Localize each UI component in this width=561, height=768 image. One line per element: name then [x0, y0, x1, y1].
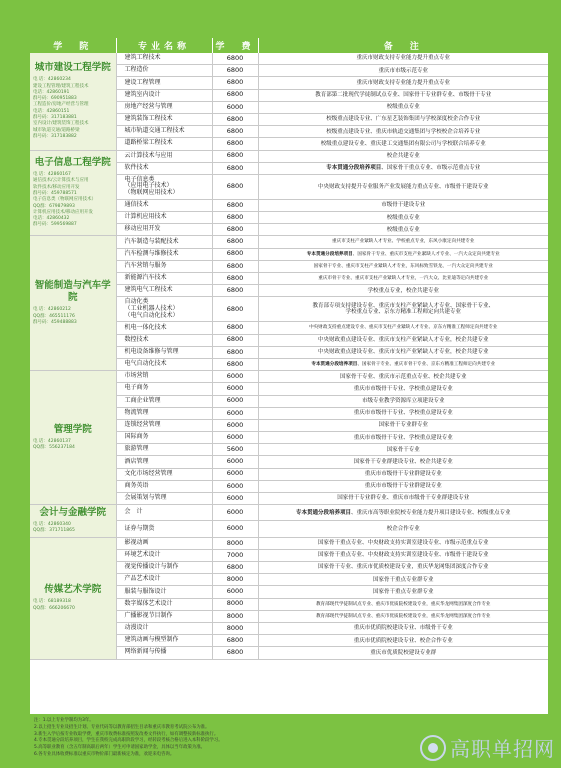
tuition-fee: 6000 — [212, 468, 258, 480]
college-cell — [30, 236, 116, 371]
tuition-fee: 6800 — [212, 77, 258, 89]
major-name: 云计算技术与应用 — [116, 150, 212, 162]
major-name: 房地产经营与管理 — [116, 101, 212, 113]
remarks-highlight: 专本贯通分段培养项目 — [326, 165, 382, 172]
remarks: 教育部现代学徒制试点专业、重庆市优质院校建设专业，重庆华龙网集团深度合作专业 — [258, 610, 548, 622]
tuition-fee: 8000 — [212, 574, 258, 586]
college-contact-line: QQ群：666206670 — [33, 605, 75, 611]
remarks: 校级重点专业 — [258, 101, 548, 113]
major-name: 建筑工程技术 — [116, 53, 212, 65]
major-name: 工程造价 — [116, 65, 212, 77]
college-contact-line: 群号码：459488883 — [33, 319, 77, 325]
footnote-line: 5.高等职业教育（含五年制高职后两年）学生可申请国家助学金，具体以当年政策为准。 — [34, 745, 206, 751]
major-name: 广播影视节目制作 — [116, 610, 212, 622]
footnote-line: 6.各专业具体收费标准以重庆市物价部门最新核定为准，欢迎来电咨询。 — [34, 752, 175, 758]
remarks: 中央财政重点建设专业、重庆市支柱产业紧缺人才专业，校企共建专业 — [258, 346, 548, 358]
remarks: 重庆市市级示范专业 — [258, 65, 548, 77]
tuition-fee: 6800 — [212, 322, 258, 334]
major-name: 环境艺术设计 — [116, 549, 212, 561]
college-contact-line: 电 话：68189318 — [33, 599, 71, 605]
tuition-fee: 6000 — [212, 432, 258, 444]
remarks: 教育部第二批现代学徒制试点专业、国家骨干专业群专业、市级骨干专业 — [258, 89, 548, 101]
college-contact-line: 电话：42860151 — [33, 108, 70, 114]
tuition-fee: 6000 — [212, 407, 258, 419]
college-cell — [30, 537, 116, 659]
footnote-line: 4.专本贯通分段培养项目，学生在我校完成高职阶段学习，经转段考核合格后进入本科阶段学习。 — [34, 738, 223, 744]
college-contact-line: 城市轨道交通/道路桥梁 — [33, 127, 80, 133]
tuition-fee: 7000 — [212, 549, 258, 561]
tuition-fee: 6800 — [212, 562, 258, 574]
remarks: 重庆市骨干专业、重庆市支柱产业紧缺人才专业，一汽大众、比亚迪等定向共建专业 — [258, 273, 548, 285]
major-name: 机电设备维修与管理 — [116, 346, 212, 358]
tuition-fee: 8000 — [212, 598, 258, 610]
table-row — [30, 371, 548, 383]
college-contact — [33, 522, 113, 535]
major-name: 物流管理 — [116, 407, 212, 419]
major-name: 国际商务 — [116, 432, 212, 444]
tuition-fee: 6800 — [212, 224, 258, 236]
major-name: 酒店管理 — [116, 456, 212, 468]
tuition-fee: 6000 — [212, 456, 258, 468]
major-name: 影视动画 — [116, 537, 212, 549]
remarks: 重庆市优质院校建设专业、校企合作专业 — [258, 635, 548, 647]
college-cell — [30, 150, 116, 236]
college-contact-line: 电 话：42860212 — [33, 307, 71, 313]
major-name: 数控技术 — [116, 334, 212, 346]
tuition-fee: 6800 — [212, 334, 258, 346]
tuition-fee: 6800 — [212, 346, 258, 358]
header-college: 学 院 — [30, 38, 116, 53]
college-contact-line: QQ群：556237184 — [33, 445, 75, 451]
remarks: 教育部现代学徒制试点专业、重庆市优质院校建设专业，重庆华龙网集团深度合作专业 — [258, 598, 548, 610]
remarks: 重庆市优质院校建设专业群 — [258, 647, 548, 659]
tuition-fee: 6800 — [212, 297, 258, 322]
remarks: 国家骨干重点专业群专业 — [258, 586, 548, 598]
major-name: 电气自动化技术 — [116, 358, 212, 370]
watermark — [420, 733, 555, 762]
tuition-fee: 6000 — [212, 521, 258, 537]
college-contact — [33, 172, 113, 229]
remarks: 重庆市市级骨干专业群建设专业 — [258, 468, 548, 480]
college-contact-line: 电 话：42860167 — [33, 172, 71, 178]
table-row — [30, 150, 548, 162]
remarks: 国家骨干重点专业、中央财政支持实训室建设专业、市级示范重点专业 — [258, 537, 548, 549]
tuition-table-sheet — [30, 38, 548, 714]
tuition-fee: 6800 — [212, 53, 258, 65]
college-name: 管理学院 — [53, 423, 92, 435]
tuition-fee: 6800 — [212, 358, 258, 370]
footnote-line: 3.新生入学后按专业收取学费，重庆市收费标准按照发改委文件执行，如有调整按新标准执行。 — [34, 731, 219, 737]
major-name: 视觉传播设计与制作 — [116, 562, 212, 574]
tuition-fee: 6000 — [212, 505, 258, 521]
tuition-fee: 6000 — [212, 586, 258, 598]
remarks: 重庆市市级骨干专业、学校重点建设专业 — [258, 432, 548, 444]
tuition-fee: 6800 — [212, 248, 258, 260]
tuition-fee: 6800 — [212, 89, 258, 101]
remarks: 中央财政重点建设专业、重庆市支柱产业紧缺人才专业，校企共建专业 — [258, 334, 548, 346]
remarks: 教育部专项支持建设专业、重庆市支柱产业紧缺人才专业、国家骨干专业、 学校重点专业、京东方精准工程师定向共建专业 — [258, 297, 548, 322]
college-contact-line: 软件技术/移动应用开发 — [33, 184, 80, 190]
table-row — [30, 505, 548, 521]
remarks: 中央财政支持重点建设专业、重庆市支柱产业紧缺人才专业、京东方精准工程师定向共建专业 — [258, 322, 548, 334]
major-name: 机电一体化技术 — [116, 322, 212, 334]
tuition-fee: 5600 — [212, 444, 258, 456]
remarks: 国家骨干专业群专业 — [258, 419, 548, 431]
header-remarks: 备 注 — [258, 38, 548, 53]
major-name: 建设工程管理 — [116, 77, 212, 89]
college-contact-line: 建设工程管理/建筑工程技术 — [33, 83, 89, 89]
college-contact-line: 群号码：317183882 — [33, 133, 77, 139]
major-name: 网络新闻与传播 — [116, 647, 212, 659]
college-contact-line: QQ群：371711865 — [33, 528, 75, 534]
tuition-table — [30, 38, 548, 660]
major-name: 新能源汽车技术 — [116, 273, 212, 285]
remarks: 专本贯通分段培养项目、国家骨干专业、重庆市骨干专业、京东方精准工程师定向共建专业 — [258, 358, 548, 370]
remarks: 市级骨干建设专业 — [258, 199, 548, 211]
remarks: 国家骨干专业、重庆市优质校建设专业，重庆华龙网集团深度合作专业 — [258, 562, 548, 574]
remarks: 重庆市支柱产业紧缺人才专业、学校重点专业，东风小康定向共建专业 — [258, 236, 548, 248]
tuition-fee: 6000 — [212, 395, 258, 407]
tuition-fee: 8000 — [212, 537, 258, 549]
table-row — [30, 537, 548, 549]
remarks: 专本贯通分段培养项目、国家骨干专业、重庆市支柱产业紧缺人才专业、一汽大众定向共建专业 — [258, 248, 548, 260]
remarks-highlight: 专本贯通分段培养项目 — [311, 361, 358, 367]
major-name: 自动化类 （工业机器人技术） （电气自动化技术） — [116, 297, 212, 322]
table-body — [30, 53, 548, 659]
college-contact — [33, 599, 113, 612]
table-row — [30, 53, 548, 65]
tuition-fee: 6800 — [212, 635, 258, 647]
college-cell — [30, 505, 116, 537]
major-name: 软件技术 — [116, 162, 212, 174]
remarks: 学校重点专业，校企共建专业 — [258, 285, 548, 297]
remarks: 国家骨干专业、重庆市支柱产业紧缺人才专业，东风标致雪铁龙、一汽大众定向共建专业 — [258, 260, 548, 272]
college-contact — [33, 307, 113, 326]
major-name: 证券与期货 — [116, 521, 212, 537]
college-contact-line: 群号码：599569887 — [33, 222, 77, 228]
remarks: 国家骨干专业群专业、重庆市市级骨干专业群建设专业 — [258, 493, 548, 505]
tuition-fee: 6000 — [212, 383, 258, 395]
watermark-logo-icon — [420, 735, 446, 761]
college-contact-line: 计算机应用技术/移动应用开发 — [33, 209, 94, 215]
major-name: 会展策划与管理 — [116, 493, 212, 505]
major-name: 数字媒体艺术设计 — [116, 598, 212, 610]
remarks-highlight: 专本贯通分段培养项目 — [295, 509, 351, 516]
remarks: 国家骨干重点专业群专业 — [258, 574, 548, 586]
tuition-fee: 6800 — [212, 150, 258, 162]
college-contact-line: 群号码：317183881 — [33, 114, 77, 120]
remarks: 校级重点建设专业、广东星艺装饰集团与学校深度校企合作专业 — [258, 113, 548, 125]
major-name: 通信技术 — [116, 199, 212, 211]
college-contact-line: 室内设计/建筑装饰工程技术 — [33, 121, 89, 127]
major-name: 汽车检测与维修技术 — [116, 248, 212, 260]
tuition-fee: 6800 — [212, 647, 258, 659]
major-name: 城市轨道交通工程技术 — [116, 126, 212, 138]
remarks: 校企共建专业 — [258, 150, 548, 162]
college-name: 电子信息工程学院 — [34, 157, 111, 169]
major-name: 建筑动画与模型制作 — [116, 635, 212, 647]
tuition-fee: 6800 — [212, 212, 258, 224]
tuition-fee: 6800 — [212, 199, 258, 211]
college-contact-line: 电子信息类（物联网应用技术） — [33, 197, 96, 203]
remarks: 校企合作专业 — [258, 521, 548, 537]
college-contact — [33, 77, 113, 140]
footnote-line: 2.以上招生专业及招生计划、专业代码等以教育部招生目录和重庆市教育考试院公布为准。 — [34, 724, 210, 730]
college-contact-line: 通信技术/云计算技术与应用 — [33, 178, 89, 184]
tuition-fee: 6000 — [212, 371, 258, 383]
tuition-fee: 6800 — [212, 273, 258, 285]
major-name: 产品艺术设计 — [116, 574, 212, 586]
remarks: 国家骨干专业群建设专业、校企共建专业 — [258, 456, 548, 468]
tuition-fee: 6000 — [212, 493, 258, 505]
college-name: 城市建设工程学院 — [34, 62, 111, 74]
tuition-fee: 6800 — [212, 162, 258, 174]
college-contact-line: 群号码：459788571 — [33, 190, 77, 196]
tuition-fee: 8000 — [212, 622, 258, 634]
remarks: 专本贯通分段培养项目、重庆市高等职业院校专业能力提升项目建设专业、校级重点专业 — [258, 505, 548, 521]
major-name: 连锁经营管理 — [116, 419, 212, 431]
tuition-fee: 6800 — [212, 260, 258, 272]
tuition-fee: 6800 — [212, 285, 258, 297]
tuition-fee: 6800 — [212, 65, 258, 77]
tuition-fee: 6800 — [212, 138, 258, 150]
footnote-line: 注：1.以上专业学制均为3年。 — [34, 718, 94, 723]
remarks: 校级重点建设专业、重庆市轨道交通集团与学校校企合培养专业 — [258, 126, 548, 138]
major-name: 服装与服饰设计 — [116, 586, 212, 598]
major-name: 汽车营销与服务 — [116, 260, 212, 272]
college-cell — [30, 371, 116, 505]
header-major: 专业名称 — [116, 38, 212, 53]
remarks-highlight: 专本贯通分段培养项目 — [306, 251, 353, 257]
college-contact-line: 工程造价/房地产经营与管理 — [33, 102, 89, 108]
major-name: 道路桥梁工程技术 — [116, 138, 212, 150]
college-contact-line: QQ群：465511176 — [33, 313, 75, 319]
remarks: 重庆市市级骨干专业、学校重点建设专业 — [258, 383, 548, 395]
tuition-fee: 6800 — [212, 174, 258, 199]
remarks: 重庆市优质院校建设专业、市级骨干专业 — [258, 622, 548, 634]
college-contact-line: QQ群：679879893 — [33, 203, 75, 209]
college-contact-line: 电 话：42860137 — [33, 438, 71, 444]
college-cell — [30, 53, 116, 150]
major-name: 旅游管理 — [116, 444, 212, 456]
major-name: 移动应用开发 — [116, 224, 212, 236]
major-name: 工商企业管理 — [116, 395, 212, 407]
tuition-fee: 6800 — [212, 126, 258, 138]
college-contact-line: 电 话：42860234 — [33, 77, 71, 83]
college-contact — [33, 439, 113, 452]
major-name: 建筑装饰工程技术 — [116, 113, 212, 125]
tuition-fee: 6000 — [212, 480, 258, 492]
major-name: 建筑电气工程技术 — [116, 285, 212, 297]
major-name: 电子信息类 （应用电子技术） （物联网应用技术） — [116, 174, 212, 199]
remarks: 校级重点专业 — [258, 224, 548, 236]
major-name: 文化市场经营管理 — [116, 468, 212, 480]
college-contact-line: 电话：42860432 — [33, 216, 70, 222]
remarks: 重庆市市级骨干专业、学校重点建设专业 — [258, 407, 548, 419]
remarks: 重庆市财政支持专业能力提升重点专业 — [258, 53, 548, 65]
college-contact-line: 电话：42860191 — [33, 89, 70, 95]
remarks: 国家骨干专业 — [258, 444, 548, 456]
remarks: 校级重点专业 — [258, 212, 548, 224]
remarks: 中央财政支持提升专业服务产业发展能力重点专业、市级骨干建设专业 — [258, 174, 548, 199]
major-name: 电子商务 — [116, 383, 212, 395]
college-contact-line: 电 话：42860340 — [33, 522, 71, 528]
remarks: 校级重点建设专业、重庆建工交通集团有限公司与学校联合培养专业 — [258, 138, 548, 150]
remarks: 国家骨干专业、重庆市示范重点专业、校企共建专业 — [258, 371, 548, 383]
tuition-fee: 6000 — [212, 419, 258, 431]
college-name: 传媒艺术学院 — [44, 584, 102, 596]
college-name: 会计与金融学院 — [39, 507, 106, 519]
tuition-fee: 6800 — [212, 236, 258, 248]
major-name: 会 计 — [116, 505, 212, 521]
college-contact-line: 群号码：690951883 — [33, 96, 77, 102]
major-name: 计算机应用技术 — [116, 212, 212, 224]
tuition-fee: 8000 — [212, 610, 258, 622]
major-name: 建筑室内设计 — [116, 89, 212, 101]
major-name: 汽车制造与装配技术 — [116, 236, 212, 248]
watermark-text: 高职单招网 — [450, 737, 555, 761]
remarks: 市级专业教学资源库立项建设专业 — [258, 395, 548, 407]
remarks: 国家骨干重点专业、中央财政支持实训室建设专业、市级骨干建设专业 — [258, 549, 548, 561]
major-name: 动漫设计 — [116, 622, 212, 634]
table-header — [30, 38, 548, 53]
remarks: 专本贯通分段培养项目、国家骨干重点专业、市级示范重点专业 — [258, 162, 548, 174]
major-name: 市场营销 — [116, 371, 212, 383]
header-fee: 学 费 — [212, 38, 258, 53]
major-name: 商务英语 — [116, 480, 212, 492]
tuition-fee: 6000 — [212, 101, 258, 113]
remarks: 重庆市财政支持专业能力提升重点专业 — [258, 77, 548, 89]
table-row — [30, 236, 548, 248]
tuition-fee: 6800 — [212, 113, 258, 125]
college-name: 智能制造与汽车学院 — [34, 280, 111, 304]
remarks: 重庆市市级骨干专业群建设专业 — [258, 480, 548, 492]
